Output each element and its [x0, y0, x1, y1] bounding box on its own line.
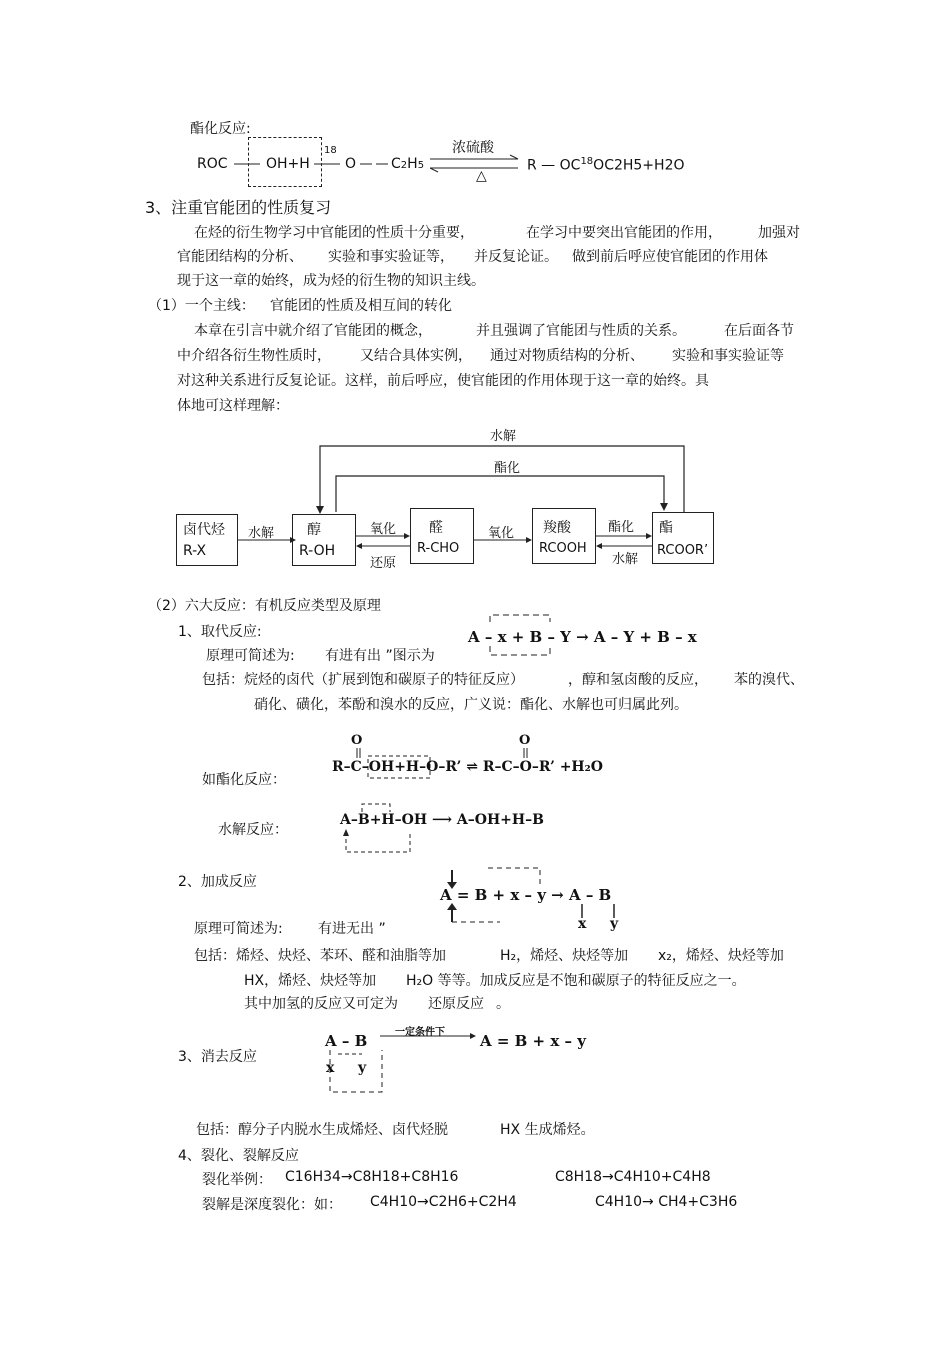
r1-title: 1、取代反应: — [178, 624, 262, 640]
s3-p1-line3: 现于这一章的始终，成为烃的衍生物的知识主线。 — [177, 273, 485, 289]
sub1-p-line2d: 实验和事实验证等 — [672, 348, 784, 364]
r2-title: 2、加成反应 — [178, 874, 257, 890]
ester-product: R — $OC^{18}OC2H5+H2O$ — [527, 156, 685, 174]
r4-title: 4、裂化、裂解反应 — [178, 1148, 299, 1164]
flow-node-name: 醛 — [429, 520, 443, 536]
ester-o1: O — [351, 733, 363, 748]
flow-node-formula: RCOOH — [539, 541, 587, 556]
r3-title: 3、消去反应 — [178, 1049, 257, 1065]
flow-node-haloalkane — [176, 514, 238, 566]
s3-p1-line1b: 在学习中要突出官能团的作用， — [526, 225, 722, 241]
s3-p1-line1a: 在烃的衍生物学习中官能团的性质十分重要， — [194, 225, 474, 241]
r4-cracking-label: 裂解是深度裂化：如： — [202, 1197, 342, 1213]
section-3-heading: 3、注重官能团的性质复习 — [145, 198, 332, 217]
flow-top-label: 水解 — [490, 429, 517, 444]
flow-mid-label: 酯化 — [494, 461, 521, 476]
s3-p1-line2a: 官能团结构的分析、 — [177, 249, 303, 265]
flow-node-name: 卤代烃 — [183, 522, 225, 538]
flow-node-aldehyde — [410, 508, 474, 564]
flow-node-carboxylic-acid — [532, 508, 596, 564]
r3-reactant: A – B — [325, 1032, 368, 1050]
r2-equation: A = B + x – y → A – B — [440, 886, 612, 904]
r1-includes-c: 苯的溴代、 — [734, 672, 804, 688]
r2-includes-2a: HX，烯烃、炔烃等加 — [244, 973, 377, 989]
r1-includes-a: 包括：烷烃的卤代（扩展到饱和碳原子的特征反应） — [202, 672, 524, 688]
sub1-heading-a: （1）一个主线： — [148, 298, 255, 314]
flow-edge-esterify: 酯化 — [608, 520, 635, 535]
r1-desc-b: 有进有出 ”图示为 — [325, 648, 435, 664]
r2-includes-1c: x₂，烯烃、炔烃等加 — [658, 948, 784, 964]
r1-includes-line2: 硝化、磺化，苯酚和溴水的反应，广义说：酯化、水解也可归属此列。 — [254, 697, 688, 713]
s3-p1-line2c: 并反复论证。 — [474, 249, 558, 265]
r3-product: A = B + x – y — [480, 1032, 586, 1050]
r3-y: y — [358, 1060, 367, 1076]
sub1-p-line2a: 中介绍各衍生物性质时， — [177, 348, 331, 364]
s3-p1-line2d: 做到前后呼应使官能团的作用体 — [572, 249, 768, 265]
r2-includes-3a: 其中加氢的反应又可定为 — [244, 996, 398, 1012]
flow-node-ester — [652, 512, 714, 564]
sub1-p-line2b: 又结合具体实例， — [360, 348, 472, 364]
sub1-p-line1a: 本章在引言中就介绍了官能团的概念， — [194, 323, 432, 339]
flow-node-name: 羧酸 — [543, 520, 571, 536]
r2-includes-3c: 。 — [496, 996, 510, 1012]
flow-node-name: 醇 — [307, 522, 321, 538]
flow-edge-oxidation: 氧化 — [370, 522, 397, 537]
hydrolysis-label: 水解反应： — [218, 822, 288, 838]
r4-example-2: C8H18→C4H10+C4H8 — [555, 1169, 711, 1185]
flow-node-formula: R-OH — [299, 543, 336, 559]
ester-left-part: ROC — [197, 156, 228, 172]
ester-isotope-label: 18 — [324, 145, 337, 156]
r4-example-label: 裂化举例： — [202, 1172, 272, 1188]
ester-c2h5: C2H5 — [391, 156, 425, 172]
r4-cracking-1: C4H10→C2H6+C2H4 — [370, 1194, 517, 1210]
s3-p1-line2b: 实验和事实验证等， — [328, 249, 454, 265]
r2-eq-y: y — [610, 916, 619, 932]
r1-equation: A – x + B – Y → A – Y + B – x — [468, 628, 697, 646]
r2-includes-2b: H₂O 等等。加成反应是不饱和碳原子的特征反应之一。 — [406, 973, 746, 989]
sub1-p-line2c: 通过对物质结构的分析、 — [490, 348, 644, 364]
r3-includes-a: 包括：醇分子内脱水生成烯烃、卤代烃脱 — [196, 1122, 448, 1138]
sub1-p-line1b: 并且强调了官能团与性质的关系。 — [476, 323, 686, 339]
hydrolysis-equation: A–B+H–OH ⟶ A–OH+H–B — [340, 812, 544, 828]
r2-desc-a: 原理可简述为: — [194, 921, 283, 937]
flow-node-formula: R-CHO — [417, 541, 460, 556]
r4-cracking-2: C4H10→ CH4+C3H6 — [595, 1194, 738, 1210]
ester-equation: R–C–OH+H–O–R’ ⇌ R–C–O–R’ +H₂O — [332, 759, 603, 775]
sub2-heading: （2）六大反应：有机反应类型及原理 — [148, 598, 381, 614]
flow-edge-hydrolysis: 水解 — [248, 526, 275, 541]
r1-includes-b: ，醇和氢卤酸的反应， — [568, 672, 708, 688]
r3-x: x — [326, 1060, 335, 1076]
r2-desc-b: 有进无出 ” — [318, 921, 386, 937]
r2-eq-x: x — [578, 916, 587, 932]
r3-condition: 一定条件下 — [395, 1027, 445, 1038]
r2-includes-1a: 包括：烯烃、炔烃、苯环、醛和油脂等加 — [194, 948, 446, 964]
r1-desc-a: 原理可简述为: — [206, 648, 295, 664]
ester-label: 如酯化反应： — [202, 772, 286, 788]
flow-edge-hydrolysis2: 水解 — [612, 552, 639, 567]
flow-edge-reduction: 还原 — [370, 556, 397, 571]
flow-edge-oxidation2: 氧化 — [488, 526, 515, 541]
r2-includes-3b: 还原反应 — [428, 996, 484, 1012]
sub1-p-line3: 对这种关系进行反复论证。这样，前后呼应，使官能团的作用体现于这一章的始终。具 — [177, 373, 709, 389]
flow-node-formula: RCOOR’ — [657, 543, 709, 558]
s3-p1-line1c: 加强对 — [758, 225, 800, 241]
esterification-label: 酯化反应: — [190, 121, 251, 137]
sub1-p-line4: 体地可这样理解： — [177, 398, 289, 414]
r4-example-1: C16H34→C8H18+C8H16 — [285, 1169, 459, 1185]
flow-node-formula: R-X — [183, 543, 207, 559]
ester-oh-h: OH+H — [266, 156, 310, 172]
flow-node-name: 酯 — [659, 520, 673, 536]
ester-o-link: O — [345, 156, 357, 172]
r2-includes-1b: H₂，烯烃、炔烃等加 — [500, 948, 629, 964]
flow-node-alcohol — [292, 514, 356, 566]
ester-o2: O — [519, 733, 531, 748]
ester-heat-symbol: △ — [476, 168, 487, 184]
sub1-heading-b: 官能团的性质及相互间的转化 — [270, 298, 452, 314]
sub1-p-line1c: 在后面各节 — [724, 323, 794, 339]
r3-includes-b: HX 生成烯烃。 — [500, 1122, 595, 1138]
ester-catalyst: 浓硫酸 — [452, 140, 494, 156]
